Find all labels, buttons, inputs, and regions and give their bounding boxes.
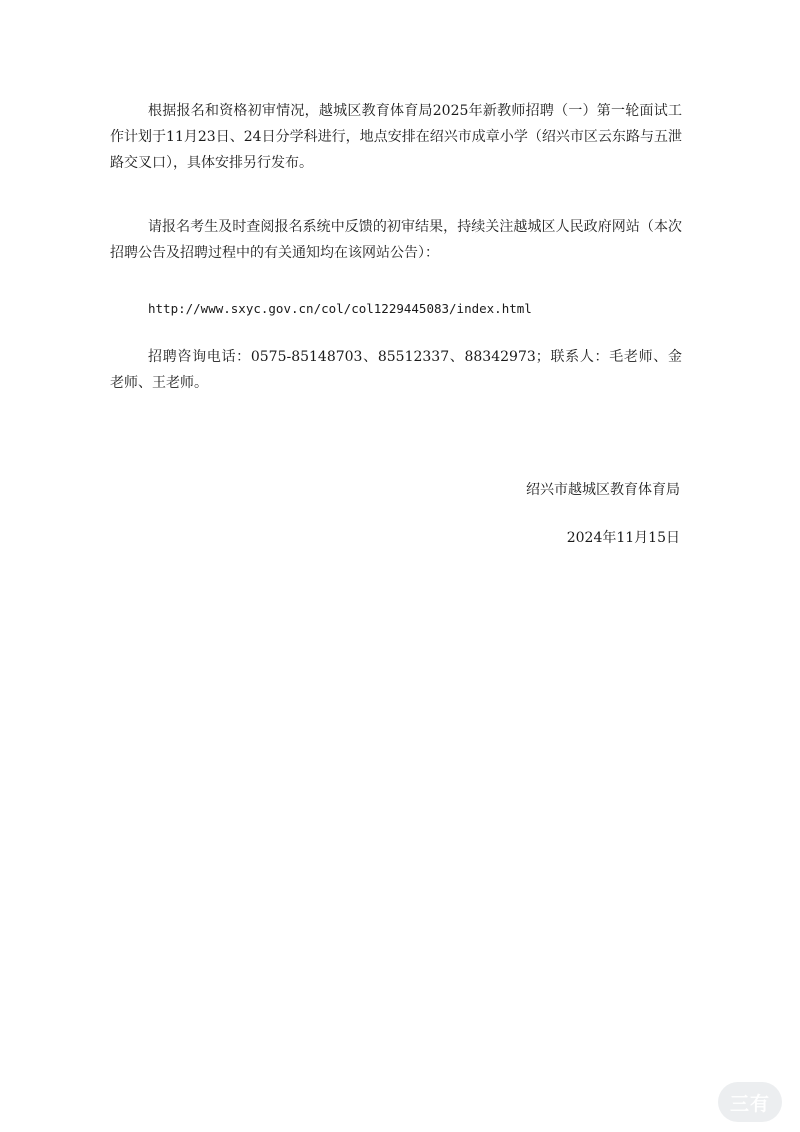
interview-notice-paragraph: 根据报名和资格初审情况，越城区教育体育局2025年新教师招聘（一）第一轮面试工作计划于11月23日、24日分学科进行，地点安排在绍兴市成章小学（绍兴市区云东路与五泄路交叉口），具体安排另行发布。 [110, 103, 682, 171]
website-notice-paragraph: 请报名考生及时查阅报名系统中反馈的初审结果，持续关注越城区人民政府网站（本次招聘公告及招聘过程中的有关通知均在该网站公告）： [110, 219, 682, 261]
contact-paragraph: 招聘咨询电话：0575-85148703、85512337、88342973；联系人：毛老师、金老师、王老师。 [110, 349, 682, 391]
issuer-signature: 绍兴市越城区教育体育局 [526, 482, 680, 498]
website-url-link[interactable]: http://www.sxyc.gov.cn/col/col1229445083/index.html [148, 301, 532, 316]
issue-date: 2024年11月15日 [566, 530, 680, 546]
watermark-badge[interactable] [718, 1082, 782, 1122]
url-paragraph [110, 296, 682, 322]
watermark-label: 三有 [729, 1092, 770, 1115]
